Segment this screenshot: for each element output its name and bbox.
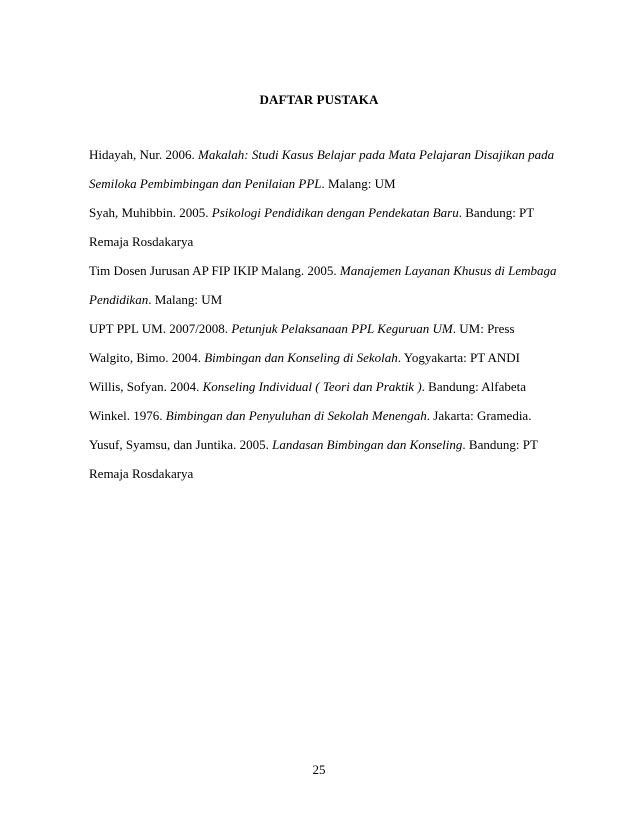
reference-text: . Bandung: PT bbox=[458, 205, 535, 220]
reference-entry bbox=[89, 401, 559, 430]
reference-entry bbox=[89, 372, 559, 401]
reference-title: Bimbingan dan Konseling di Sekolah bbox=[204, 350, 398, 365]
reference-line bbox=[89, 256, 559, 285]
reference-line bbox=[89, 169, 559, 198]
reference-text: Walgito, Bimo. 2004. bbox=[89, 350, 205, 365]
reference-title: Konseling Individual ( Teori dan Praktik ) bbox=[202, 379, 422, 394]
reference-line bbox=[89, 459, 559, 488]
reference-line bbox=[89, 372, 559, 401]
reference-entry bbox=[89, 198, 559, 256]
reference-entry bbox=[89, 343, 559, 372]
reference-entry bbox=[89, 430, 559, 488]
reference-title: Landasan Bimbingan dan Konseling bbox=[272, 437, 463, 452]
reference-title: Petunjuk Pelaksanaan PPL Keguruan UM bbox=[231, 321, 453, 336]
reference-text: Tim Dosen Jurusan AP FIP IKIP Malang. 2005. bbox=[89, 263, 340, 278]
reference-line bbox=[89, 343, 559, 372]
reference-text: UPT PPL UM. 2007/2008. bbox=[89, 321, 232, 336]
reference-title: Psikologi Pendidikan dengan Pendekatan Baru bbox=[211, 205, 459, 220]
reference-text: Syah, Muhibbin. 2005. bbox=[89, 205, 212, 220]
reference-text: . Bandung: PT bbox=[462, 437, 538, 452]
reference-entry bbox=[89, 256, 559, 314]
reference-text: . Yogyakarta: PT ANDI bbox=[397, 350, 520, 365]
reference-title: Bimbingan dan Penyuluhan di Sekolah Menengah bbox=[165, 408, 427, 423]
reference-text: Winkel. 1976. bbox=[89, 408, 166, 423]
reference-text: Remaja Rosdakarya bbox=[89, 466, 194, 481]
reference-line bbox=[89, 401, 559, 430]
reference-title: Pendidikan bbox=[89, 292, 149, 307]
reference-line bbox=[89, 314, 559, 343]
reference-line bbox=[89, 430, 559, 459]
reference-text: . Bandung: Alfabeta bbox=[421, 379, 526, 394]
reference-line bbox=[89, 140, 559, 169]
page-number: 25 bbox=[312, 762, 326, 777]
reference-title: Semiloka Pembimbingan dan Penilaian PPL bbox=[89, 176, 322, 191]
reference-text: . Malang: UM bbox=[148, 292, 223, 307]
reference-text: . Malang: UM bbox=[321, 176, 396, 191]
page-title: DAFTAR PUSTAKA bbox=[259, 92, 379, 107]
reference-title: Makalah: Studi Kasus Belajar pada Mata Pelajaran Disajikan pada bbox=[198, 147, 555, 162]
reference-text: Yusuf, Syamsu, dan Juntika. 2005. bbox=[89, 437, 273, 452]
reference-line bbox=[89, 227, 559, 256]
reference-list bbox=[89, 140, 559, 488]
reference-text: Remaja Rosdakarya bbox=[89, 234, 194, 249]
reference-text: Willis, Sofyan. 2004. bbox=[89, 379, 203, 394]
reference-line bbox=[89, 285, 559, 314]
reference-entry bbox=[89, 314, 559, 343]
reference-entry bbox=[89, 140, 559, 198]
reference-text: Hidayah, Nur. 2006. bbox=[89, 147, 199, 162]
reference-text: . Jakarta: Gramedia. bbox=[426, 408, 532, 423]
reference-line bbox=[89, 198, 559, 227]
reference-title: Manajemen Layanan Khusus di Lembaga bbox=[339, 263, 557, 278]
reference-text: . UM: Press bbox=[452, 321, 515, 336]
